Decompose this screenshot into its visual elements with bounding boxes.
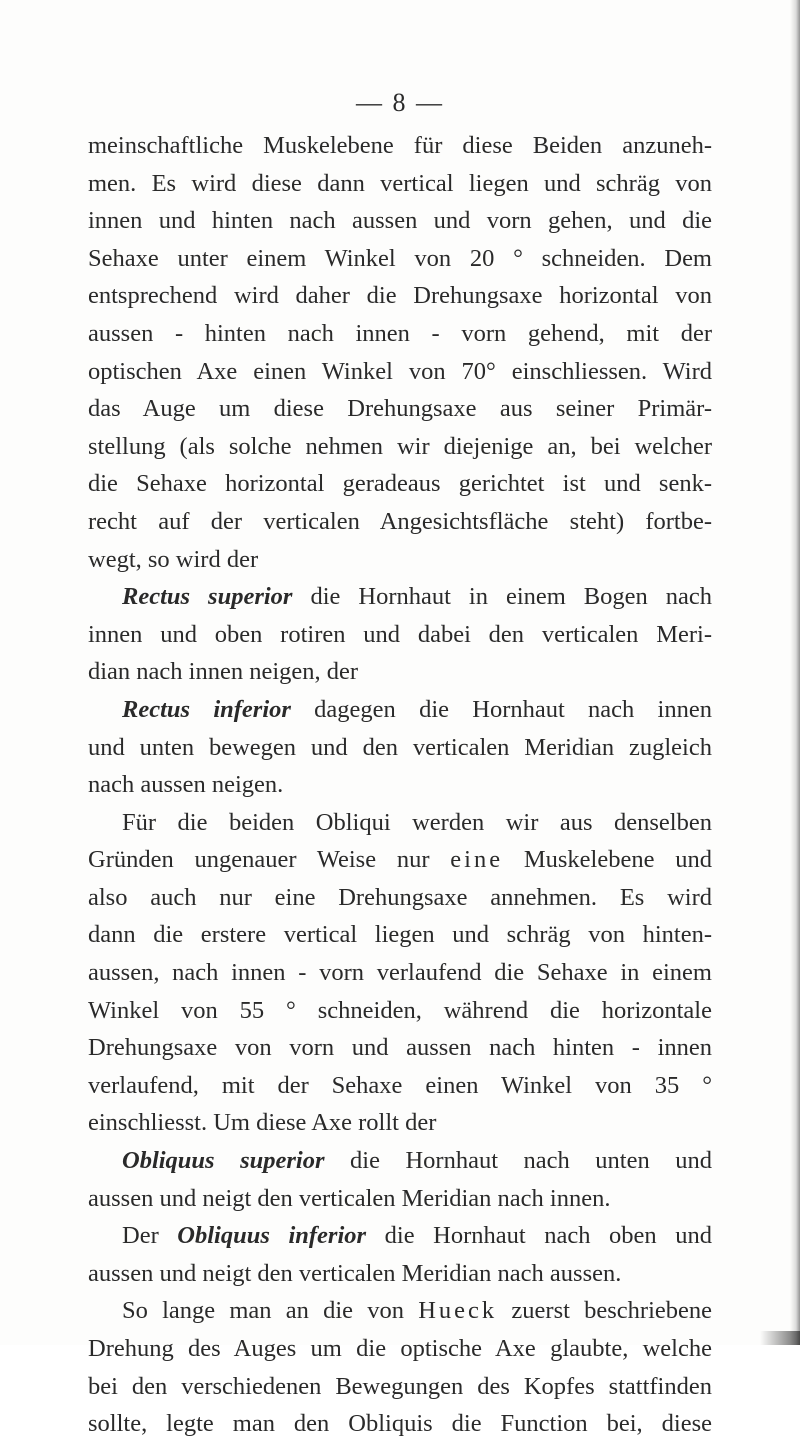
text-line: also auch nur eine Drehungsaxe annehmen. Es wird xyxy=(88,883,712,911)
text-line: innen und hinten nach aussen und vorn gehen, und die xyxy=(88,207,712,235)
text-line: wegt, so wird der xyxy=(88,545,259,573)
text-fragment: So lange man an die von xyxy=(122,1297,419,1325)
page-edge-shadow xyxy=(790,0,800,1345)
page-corner-shadow xyxy=(760,1331,800,1345)
text-line: innen und oben rotiren und dabei den verticalen Meri- xyxy=(88,620,712,648)
obliquus-superior-line xyxy=(88,1142,712,1180)
text-fragment: zuerst beschriebene xyxy=(497,1297,712,1325)
text-fragment: die Hornhaut in einem Bogen nach xyxy=(292,583,712,611)
text-fragment: die Hornhaut nach unten und xyxy=(324,1147,712,1175)
text-line: und unten bewegen und den verticalen Meridian zugleich xyxy=(88,733,712,761)
rectus-superior-line xyxy=(88,578,712,616)
text-fragment: Gründen ungenauer Weise nur xyxy=(88,846,451,874)
text-line: aussen - hinten nach innen - vorn gehend, mit der xyxy=(88,319,712,347)
text-line: dann die erstere vertical liegen und schräg von hinten- xyxy=(88,921,712,949)
text-line: optischen Axe einen Winkel von 70° einschliessen. Wird xyxy=(88,357,712,385)
text-line: einschliesst. Um diese Axe rollt der xyxy=(88,1109,437,1137)
text-line: aussen und neigt den verticalen Meridian nach aussen. xyxy=(88,1259,622,1287)
text-line: dian nach innen neigen, der xyxy=(88,658,359,686)
obliquus-inferior-line xyxy=(88,1217,712,1255)
text-fragment: Der xyxy=(122,1222,178,1250)
text-line: aussen und neigt den verticalen Meridian nach innen. xyxy=(88,1184,611,1212)
text-line: sollte, legte man den Obliquis die Function bei, diese xyxy=(88,1410,712,1438)
text-fragment: Muskelebene und xyxy=(503,846,712,874)
text-line: die Sehaxe horizontal geradeaus gerichtet ist und senk- xyxy=(88,470,712,498)
term-rectus-inferior: Rectus inferior xyxy=(122,695,291,723)
body-text xyxy=(88,127,712,1443)
text-line: Sehaxe unter einem Winkel von 20 ° schneiden. Dem xyxy=(88,244,712,272)
text-fragment: die Hornhaut nach oben und xyxy=(366,1222,712,1250)
rectus-inferior-line xyxy=(88,691,712,729)
term-rectus-superior: Rectus superior xyxy=(122,583,293,611)
obliqui-line-2 xyxy=(88,841,712,879)
hueck-line-1 xyxy=(88,1292,712,1330)
text-line: Winkel von 55 ° schneiden, während die horizontale xyxy=(88,996,712,1024)
text-line: men. Es wird diese dann vertical liegen und schräg von xyxy=(88,169,712,197)
text-line: entsprechend wird daher die Drehungsaxe horizontal von xyxy=(88,282,712,310)
term-obliquus-superior: Obliquus superior xyxy=(122,1147,325,1175)
text-line: Für die beiden Obliqui werden wir aus denselben xyxy=(122,808,712,836)
text-line: verlaufend, mit der Sehaxe einen Winkel von 35 ° xyxy=(88,1071,712,1099)
text-line: meinschaftliche Muskelebene für diese Beiden anzuneh- xyxy=(88,132,712,159)
text-line: aussen, nach innen - vorn verlaufend die Sehaxe in einem xyxy=(88,959,712,987)
text-fragment: dagegen die Hornhaut nach innen xyxy=(290,695,712,723)
text-line: bei den verschiedenen Bewegungen des Kopfes stattfinden xyxy=(88,1372,712,1400)
spaced-name-hueck: Hueck xyxy=(418,1297,498,1325)
page-number: — 8 — xyxy=(356,88,444,117)
text-line: Drehungsaxe von vorn und aussen nach hinten - innen xyxy=(88,1034,712,1062)
text-line: Drehung des Auges um die optische Axe glaubte, welche xyxy=(88,1335,712,1362)
spaced-emphasis: eine xyxy=(450,846,504,874)
text-line: das Auge um diese Drehungsaxe aus seiner Primär- xyxy=(88,395,712,423)
text-line: stellung (als solche nehmen wir diejenige an, bei welcher xyxy=(88,432,712,460)
text-line: recht auf der verticalen Angesichtsfläche steht) fortbe- xyxy=(88,507,712,535)
term-obliquus-inferior: Obliquus inferior xyxy=(177,1222,367,1250)
text-line: nach aussen neigen. xyxy=(88,771,284,799)
